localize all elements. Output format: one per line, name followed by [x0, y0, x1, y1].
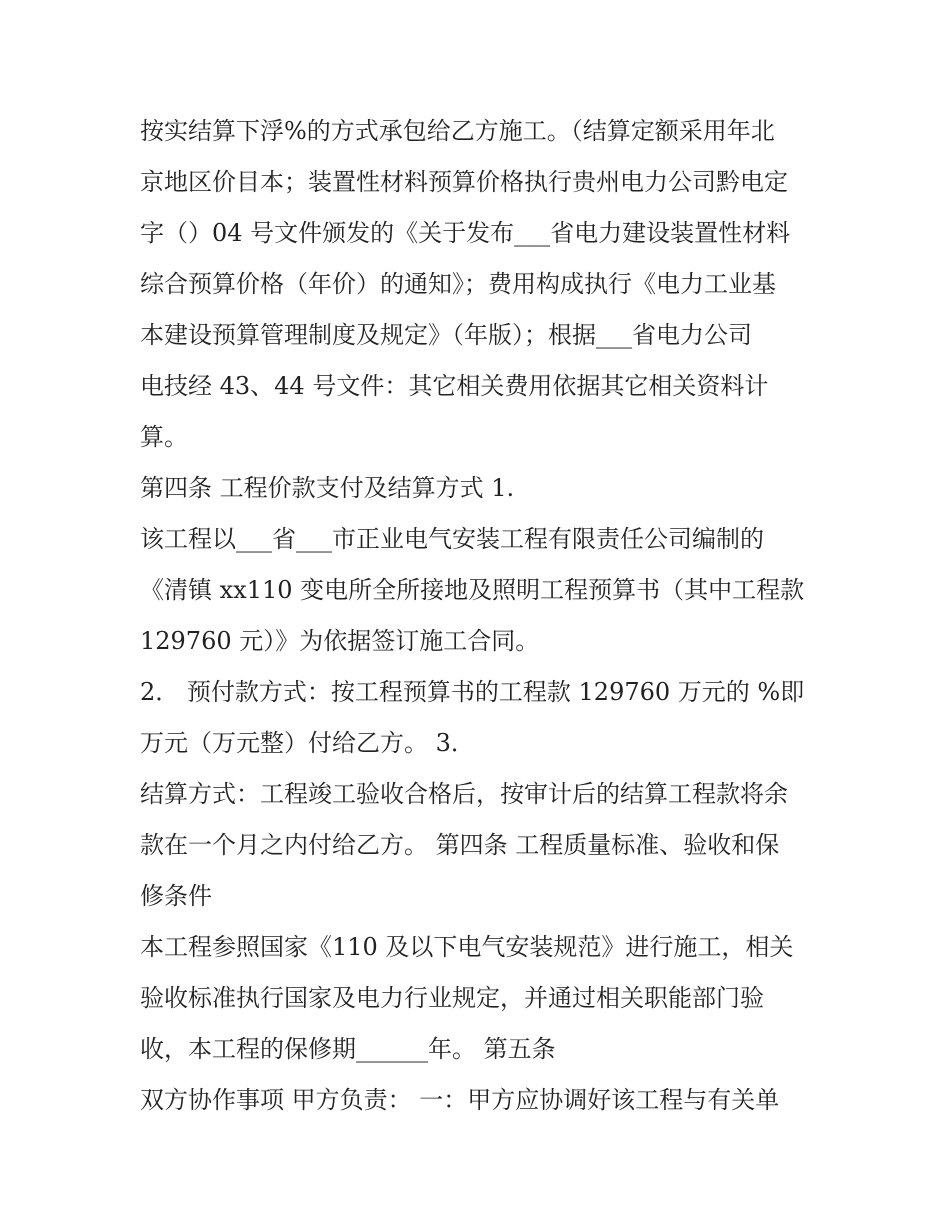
text-line: 《清镇 xx110 变电所全所接地及照明工程预算书（其中工程款: [140, 576, 805, 604]
text-line: 2． 预付款方式：按工程预算书的工程款 129760 万元的 %即: [140, 678, 805, 706]
text-line: 按实结算下浮%的方式承包给乙方施工。（结算定额采用年北: [140, 117, 775, 145]
text-line: 129760 元）》为依据签订施工合同。: [140, 627, 540, 655]
text-line: 收，本工程的保修期______年。 第五条: [140, 1035, 556, 1063]
text-line: 本工程参照国家《110 及以下电气安装规范》进行施工，相关: [140, 933, 794, 961]
text-line: 该工程以___省___市正业电气安装工程有限责任公司编制的: [140, 525, 764, 553]
text-line: 京地区价目本；装置性材料预算价格执行贵州电力公司黔电定: [140, 168, 788, 196]
section-heading: 第四条 工程价款支付及结算方式 1.: [140, 474, 515, 502]
document-body: [140, 106, 830, 1126]
text-line: 算。: [140, 423, 188, 451]
text-line: 双方协作事项 甲方负责： 一：甲方应协调好该工程与有关单: [140, 1086, 780, 1114]
text-line: 万元（万元整）付给乙方。 3．: [140, 729, 475, 757]
text-line: 修条件: [140, 882, 212, 910]
text-line: 本建设预算管理制度及规定》（年版）；根据___省电力公司: [140, 321, 752, 349]
text-line: 字（）04 号文件颁发的《关于发布___省电力建设装置性材料: [140, 219, 791, 247]
text-line: 结算方式：工程竣工验收合格后，按审计后的结算工程款将余: [140, 780, 788, 808]
text-line: 电技经 43、44 号文件：其它相关费用依据其它相关资料计: [140, 372, 769, 400]
text-line: 验收标准执行国家及电力行业规定，并通过相关职能部门验: [140, 984, 764, 1012]
text-line: 款在一个月之内付给乙方。 第四条 工程质量标准、验收和保: [140, 831, 780, 859]
text-line: 综合预算价格（年价）的通知》；费用构成执行《电力工业基: [140, 270, 776, 298]
